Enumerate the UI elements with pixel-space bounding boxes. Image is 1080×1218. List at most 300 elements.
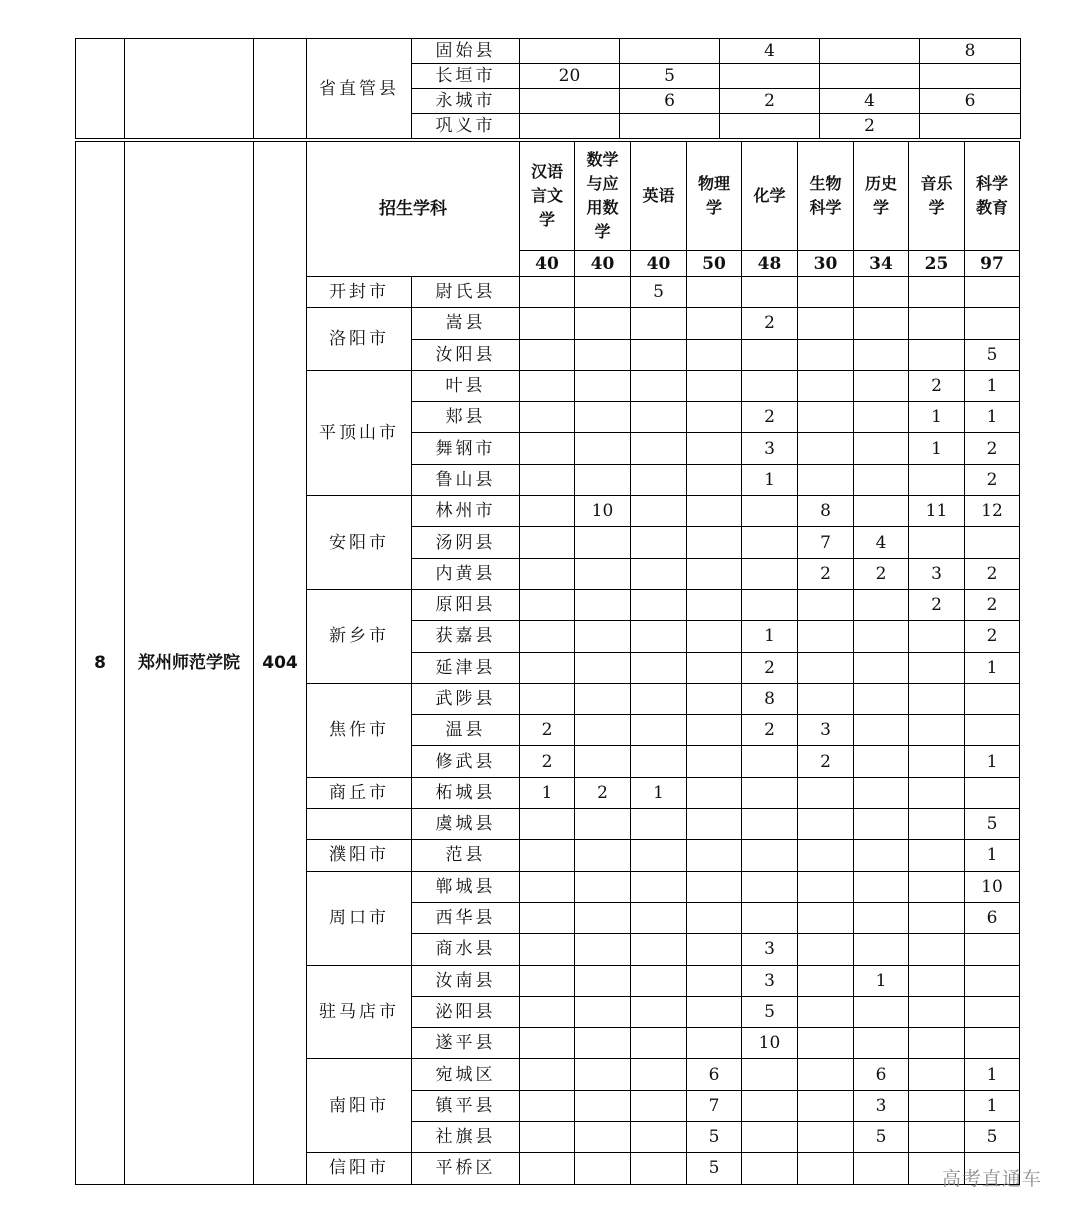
quota-cell: [798, 402, 854, 433]
quota-cell: [631, 934, 687, 965]
quota-cell: [620, 114, 720, 139]
subject-total-cell: 40: [631, 251, 687, 277]
quota-cell: 2: [520, 746, 575, 777]
quota-cell: [520, 527, 575, 558]
quota-cell: [575, 809, 631, 840]
subject-name-cell: [798, 142, 854, 251]
prev-index-cell: [76, 39, 125, 139]
quota-cell: [575, 934, 631, 965]
quota-cell: [798, 1028, 854, 1059]
quota-cell: [575, 1090, 631, 1121]
quota-cell: [631, 746, 687, 777]
quota-cell: 1: [965, 402, 1020, 433]
quota-cell: [742, 339, 798, 370]
subject-name-line: 教育: [975, 198, 1008, 217]
quota-cell: [909, 652, 965, 683]
quota-cell: 1: [965, 840, 1020, 871]
quota-cell: [575, 370, 631, 401]
quota-cell: [854, 746, 909, 777]
quota-cell: [520, 652, 575, 683]
quota-cell: [798, 965, 854, 996]
quota-cell: [620, 39, 720, 64]
quota-cell: [687, 934, 742, 965]
quota-cell: [720, 114, 820, 139]
quota-cell: [575, 433, 631, 464]
subject-total-cell: 97: [965, 251, 1020, 277]
quota-cell: 4: [720, 39, 820, 64]
quota-cell: [575, 652, 631, 683]
subject-total-cell: 30: [798, 251, 854, 277]
quota-cell: [687, 902, 742, 933]
quota-cell: [854, 1028, 909, 1059]
county-cell: 虞城县: [412, 809, 520, 840]
subject-name-line: 汉语: [530, 162, 563, 181]
quota-cell: [687, 777, 742, 808]
quota-cell: 2: [720, 89, 820, 114]
quota-cell: 1: [965, 1059, 1020, 1090]
subject-name-line: 数学: [586, 150, 619, 169]
quota-cell: [575, 840, 631, 871]
quota-cell: [909, 965, 965, 996]
quota-cell: [720, 64, 820, 89]
quota-cell: [854, 496, 909, 527]
quota-cell: [575, 527, 631, 558]
quota-cell: [909, 621, 965, 652]
quota-cell: [798, 277, 854, 308]
quota-cell: [909, 1028, 965, 1059]
quota-cell: [742, 558, 798, 589]
quota-cell: [965, 1028, 1020, 1059]
city-cell: 南阳市: [307, 1059, 412, 1153]
quota-cell: 3: [742, 965, 798, 996]
quota-cell: 6: [620, 89, 720, 114]
quota-cell: [520, 934, 575, 965]
quota-cell: 8: [742, 683, 798, 714]
quota-cell: [520, 308, 575, 339]
city-cell: 平顶山市: [307, 370, 412, 495]
county-cell: 遂平县: [412, 1028, 520, 1059]
quota-cell: [687, 621, 742, 652]
subject-name-cell: [520, 142, 575, 251]
quota-cell: 1: [909, 402, 965, 433]
quota-cell: [520, 370, 575, 401]
subject-name-line: 言文: [530, 186, 563, 205]
prev-school-cell: [125, 39, 254, 139]
subject-header-row: [76, 142, 1020, 251]
quota-cell: [631, 1153, 687, 1184]
previous-school-table: [75, 38, 1021, 139]
quota-cell: [742, 1059, 798, 1090]
quota-cell: 20: [520, 64, 620, 89]
quota-cell: [520, 496, 575, 527]
table-row: [76, 39, 1021, 64]
county-cell: 镇平县: [412, 1090, 520, 1121]
subject-name-cell: [742, 142, 798, 251]
quota-cell: [520, 114, 620, 139]
subject-name-line: 用数: [586, 198, 619, 217]
watermark-text: 高考直通车: [942, 1168, 1043, 1190]
school-index: 8: [76, 142, 125, 1185]
quota-cell: 1: [631, 777, 687, 808]
quota-cell: 5: [687, 1122, 742, 1153]
subject-total-cell: 48: [742, 251, 798, 277]
quota-cell: [631, 527, 687, 558]
quota-cell: [520, 589, 575, 620]
quota-cell: 10: [965, 871, 1020, 902]
quota-cell: [798, 339, 854, 370]
quota-cell: 1: [742, 464, 798, 495]
quota-cell: [631, 621, 687, 652]
quota-cell: [909, 1122, 965, 1153]
quota-cell: [965, 527, 1020, 558]
county-cell: 林州市: [412, 496, 520, 527]
county-cell: 巩义市: [412, 114, 520, 139]
quota-cell: [909, 1059, 965, 1090]
quota-cell: [854, 996, 909, 1027]
quota-cell: 2: [742, 715, 798, 746]
quota-cell: 5: [620, 64, 720, 89]
subject-name-line: 生物: [809, 174, 842, 193]
quota-cell: [965, 715, 1020, 746]
quota-cell: [798, 1090, 854, 1121]
quota-cell: [575, 339, 631, 370]
subject-name-line: 学: [594, 222, 611, 241]
subject-name-cell: [631, 142, 687, 251]
quota-cell: [742, 589, 798, 620]
quota-cell: [798, 934, 854, 965]
quota-cell: [965, 777, 1020, 808]
city-cell: 洛阳市: [307, 308, 412, 371]
quota-cell: [909, 996, 965, 1027]
quota-cell: 6: [687, 1059, 742, 1090]
quota-cell: [909, 809, 965, 840]
quota-cell: [854, 402, 909, 433]
quota-cell: [631, 1028, 687, 1059]
quota-cell: [854, 683, 909, 714]
quota-cell: [520, 840, 575, 871]
quota-cell: [631, 871, 687, 902]
quota-cell: [631, 1090, 687, 1121]
subject-name-cell: [687, 142, 742, 251]
quota-cell: [520, 871, 575, 902]
quota-cell: 2: [742, 402, 798, 433]
subject-name-line: 历史: [864, 174, 897, 193]
quota-cell: 5: [965, 339, 1020, 370]
quota-cell: [520, 402, 575, 433]
quota-cell: 2: [798, 558, 854, 589]
quota-cell: 2: [965, 464, 1020, 495]
quota-cell: [631, 558, 687, 589]
subject-name-line: 与应: [586, 174, 619, 193]
quota-cell: [742, 1153, 798, 1184]
quota-cell: [742, 840, 798, 871]
county-cell: 嵩县: [412, 308, 520, 339]
quota-cell: [854, 339, 909, 370]
school-quota-table: [75, 141, 1020, 1185]
quota-cell: [798, 840, 854, 871]
quota-cell: 2: [965, 433, 1020, 464]
quota-cell: [575, 871, 631, 902]
quota-cell: 1: [965, 1090, 1020, 1121]
quota-cell: [909, 840, 965, 871]
county-cell: 汝阳县: [412, 339, 520, 370]
quota-cell: [909, 339, 965, 370]
subject-name-line: 学: [538, 210, 555, 229]
quota-cell: 7: [798, 527, 854, 558]
quota-cell: [687, 464, 742, 495]
quota-cell: 1: [854, 965, 909, 996]
county-cell: 内黄县: [412, 558, 520, 589]
quota-cell: 8: [798, 496, 854, 527]
city-cell: 新乡市: [307, 589, 412, 683]
subject-header-label: 招生学科: [307, 142, 520, 277]
subject-name-cell: [575, 142, 631, 251]
quota-cell: [520, 277, 575, 308]
county-cell: 叶县: [412, 370, 520, 401]
quota-cell: [687, 558, 742, 589]
quota-cell: [965, 934, 1020, 965]
quota-cell: [854, 277, 909, 308]
subject-total-cell: 40: [575, 251, 631, 277]
quota-cell: [575, 464, 631, 495]
quota-cell: [687, 652, 742, 683]
quota-cell: 2: [798, 746, 854, 777]
quota-cell: 5: [687, 1153, 742, 1184]
quota-cell: [854, 934, 909, 965]
quota-cell: [854, 308, 909, 339]
quota-cell: [520, 965, 575, 996]
quota-cell: [520, 89, 620, 114]
city-cell: 焦作市: [307, 683, 412, 777]
quota-cell: 1: [742, 621, 798, 652]
quota-cell: 3: [909, 558, 965, 589]
subject-name-line: 化学: [753, 186, 786, 205]
quota-cell: 2: [742, 652, 798, 683]
quota-cell: [575, 902, 631, 933]
quota-cell: [631, 965, 687, 996]
quota-cell: [742, 496, 798, 527]
subject-total-cell: 25: [909, 251, 965, 277]
quota-cell: [798, 464, 854, 495]
county-cell: 原阳县: [412, 589, 520, 620]
quota-cell: 2: [575, 777, 631, 808]
quota-cell: [520, 902, 575, 933]
quota-cell: [909, 683, 965, 714]
quota-cell: [854, 902, 909, 933]
county-cell: 长垣市: [412, 64, 520, 89]
quota-cell: [687, 840, 742, 871]
quota-cell: [631, 370, 687, 401]
quota-cell: 1: [965, 652, 1020, 683]
quota-cell: [798, 777, 854, 808]
quota-cell: [909, 277, 965, 308]
quota-cell: [687, 402, 742, 433]
quota-cell: [687, 809, 742, 840]
quota-cell: [520, 683, 575, 714]
quota-cell: [909, 902, 965, 933]
quota-cell: [854, 433, 909, 464]
quota-cell: 6: [965, 902, 1020, 933]
county-cell: 汝南县: [412, 965, 520, 996]
quota-cell: [909, 934, 965, 965]
quota-cell: [798, 1153, 854, 1184]
quota-cell: [687, 871, 742, 902]
county-cell: 修武县: [412, 746, 520, 777]
subject-total-cell: 34: [854, 251, 909, 277]
quota-cell: 2: [820, 114, 920, 139]
quota-cell: [631, 1059, 687, 1090]
quota-cell: [520, 996, 575, 1027]
quota-cell: [909, 464, 965, 495]
quota-cell: [575, 589, 631, 620]
quota-cell: [798, 433, 854, 464]
quota-cell: [631, 496, 687, 527]
county-cell: 温县: [412, 715, 520, 746]
quota-cell: 4: [854, 527, 909, 558]
county-cell: 尉氏县: [412, 277, 520, 308]
quota-cell: 11: [909, 496, 965, 527]
quota-cell: [965, 683, 1020, 714]
quota-cell: 2: [965, 558, 1020, 589]
quota-cell: [520, 809, 575, 840]
quota-cell: [854, 871, 909, 902]
quota-cell: 5: [965, 809, 1020, 840]
quota-cell: [631, 652, 687, 683]
subject-name-cell: [854, 142, 909, 251]
quota-cell: [575, 996, 631, 1027]
quota-cell: [520, 1028, 575, 1059]
quota-cell: [820, 39, 920, 64]
quota-cell: [687, 433, 742, 464]
quota-cell: [520, 433, 575, 464]
quota-cell: [575, 402, 631, 433]
quota-cell: 3: [742, 934, 798, 965]
quota-cell: [631, 339, 687, 370]
quota-cell: [575, 1028, 631, 1059]
quota-cell: 1: [520, 777, 575, 808]
subject-total-cell: 50: [687, 251, 742, 277]
quota-cell: [631, 809, 687, 840]
county-cell: 获嘉县: [412, 621, 520, 652]
subject-name-line: 物理: [697, 174, 730, 193]
quota-cell: [631, 902, 687, 933]
quota-cell: [909, 308, 965, 339]
quota-cell: [965, 277, 1020, 308]
subject-total-cell: 40: [520, 251, 575, 277]
quota-cell: [575, 621, 631, 652]
subject-name-line: 学: [872, 198, 889, 217]
quota-cell: [687, 1028, 742, 1059]
quota-cell: [965, 996, 1020, 1027]
quota-cell: [631, 840, 687, 871]
quota-cell: [909, 715, 965, 746]
quota-cell: [575, 746, 631, 777]
city-cell: 濮阳市: [307, 840, 412, 871]
county-cell: 延津县: [412, 652, 520, 683]
county-cell: 商水县: [412, 934, 520, 965]
quota-cell: 3: [854, 1090, 909, 1121]
quota-cell: [520, 39, 620, 64]
quota-cell: [520, 1153, 575, 1184]
quota-cell: [687, 996, 742, 1027]
quota-cell: [742, 777, 798, 808]
quota-cell: [742, 1090, 798, 1121]
county-cell: 社旗县: [412, 1122, 520, 1153]
city-cell: 驻马店市: [307, 965, 412, 1059]
quota-cell: 5: [854, 1122, 909, 1153]
subject-name-line: 音乐: [920, 174, 953, 193]
quota-cell: [687, 308, 742, 339]
quota-cell: [687, 683, 742, 714]
quota-cell: [854, 652, 909, 683]
quota-cell: 2: [965, 621, 1020, 652]
quota-cell: [742, 809, 798, 840]
quota-cell: 10: [742, 1028, 798, 1059]
quota-cell: [798, 652, 854, 683]
quota-cell: 2: [854, 558, 909, 589]
quota-cell: [687, 496, 742, 527]
quota-cell: [520, 1122, 575, 1153]
county-cell: 宛城区: [412, 1059, 520, 1090]
quota-cell: [575, 277, 631, 308]
quota-cell: [965, 308, 1020, 339]
quota-cell: [687, 715, 742, 746]
subject-name-line: 英语: [642, 186, 675, 205]
quota-cell: 5: [965, 1122, 1020, 1153]
city-cell: 信阳市: [307, 1153, 412, 1184]
quota-cell: [742, 902, 798, 933]
city-cell: [307, 809, 412, 840]
county-cell: 范县: [412, 840, 520, 871]
quota-cell: [520, 464, 575, 495]
quota-cell: [798, 370, 854, 401]
quota-cell: 2: [520, 715, 575, 746]
quota-cell: [920, 114, 1021, 139]
region-cell: 省直管县: [307, 39, 412, 139]
quota-cell: [909, 777, 965, 808]
quota-cell: [854, 464, 909, 495]
quota-cell: [798, 683, 854, 714]
subject-name-line: 学: [705, 198, 722, 217]
quota-cell: [854, 840, 909, 871]
quota-cell: [798, 589, 854, 620]
quota-cell: [631, 589, 687, 620]
quota-cell: [854, 777, 909, 808]
quota-cell: [631, 715, 687, 746]
subject-name-cell: [909, 142, 965, 251]
quota-cell: [631, 402, 687, 433]
county-cell: 汤阴县: [412, 527, 520, 558]
quota-cell: [854, 621, 909, 652]
quota-cell: [854, 715, 909, 746]
quota-cell: [575, 715, 631, 746]
quota-cell: [965, 965, 1020, 996]
quota-cell: [520, 339, 575, 370]
quota-cell: 3: [742, 433, 798, 464]
quota-cell: [742, 370, 798, 401]
quota-cell: [575, 1059, 631, 1090]
quota-cell: [520, 558, 575, 589]
quota-cell: [687, 527, 742, 558]
county-cell: 固始县: [412, 39, 520, 64]
subject-name-cell: [965, 142, 1020, 251]
quota-cell: [742, 871, 798, 902]
quota-cell: 2: [909, 589, 965, 620]
quota-cell: [631, 996, 687, 1027]
quota-cell: 6: [854, 1059, 909, 1090]
quota-cell: [854, 1153, 909, 1184]
quota-cell: [820, 64, 920, 89]
